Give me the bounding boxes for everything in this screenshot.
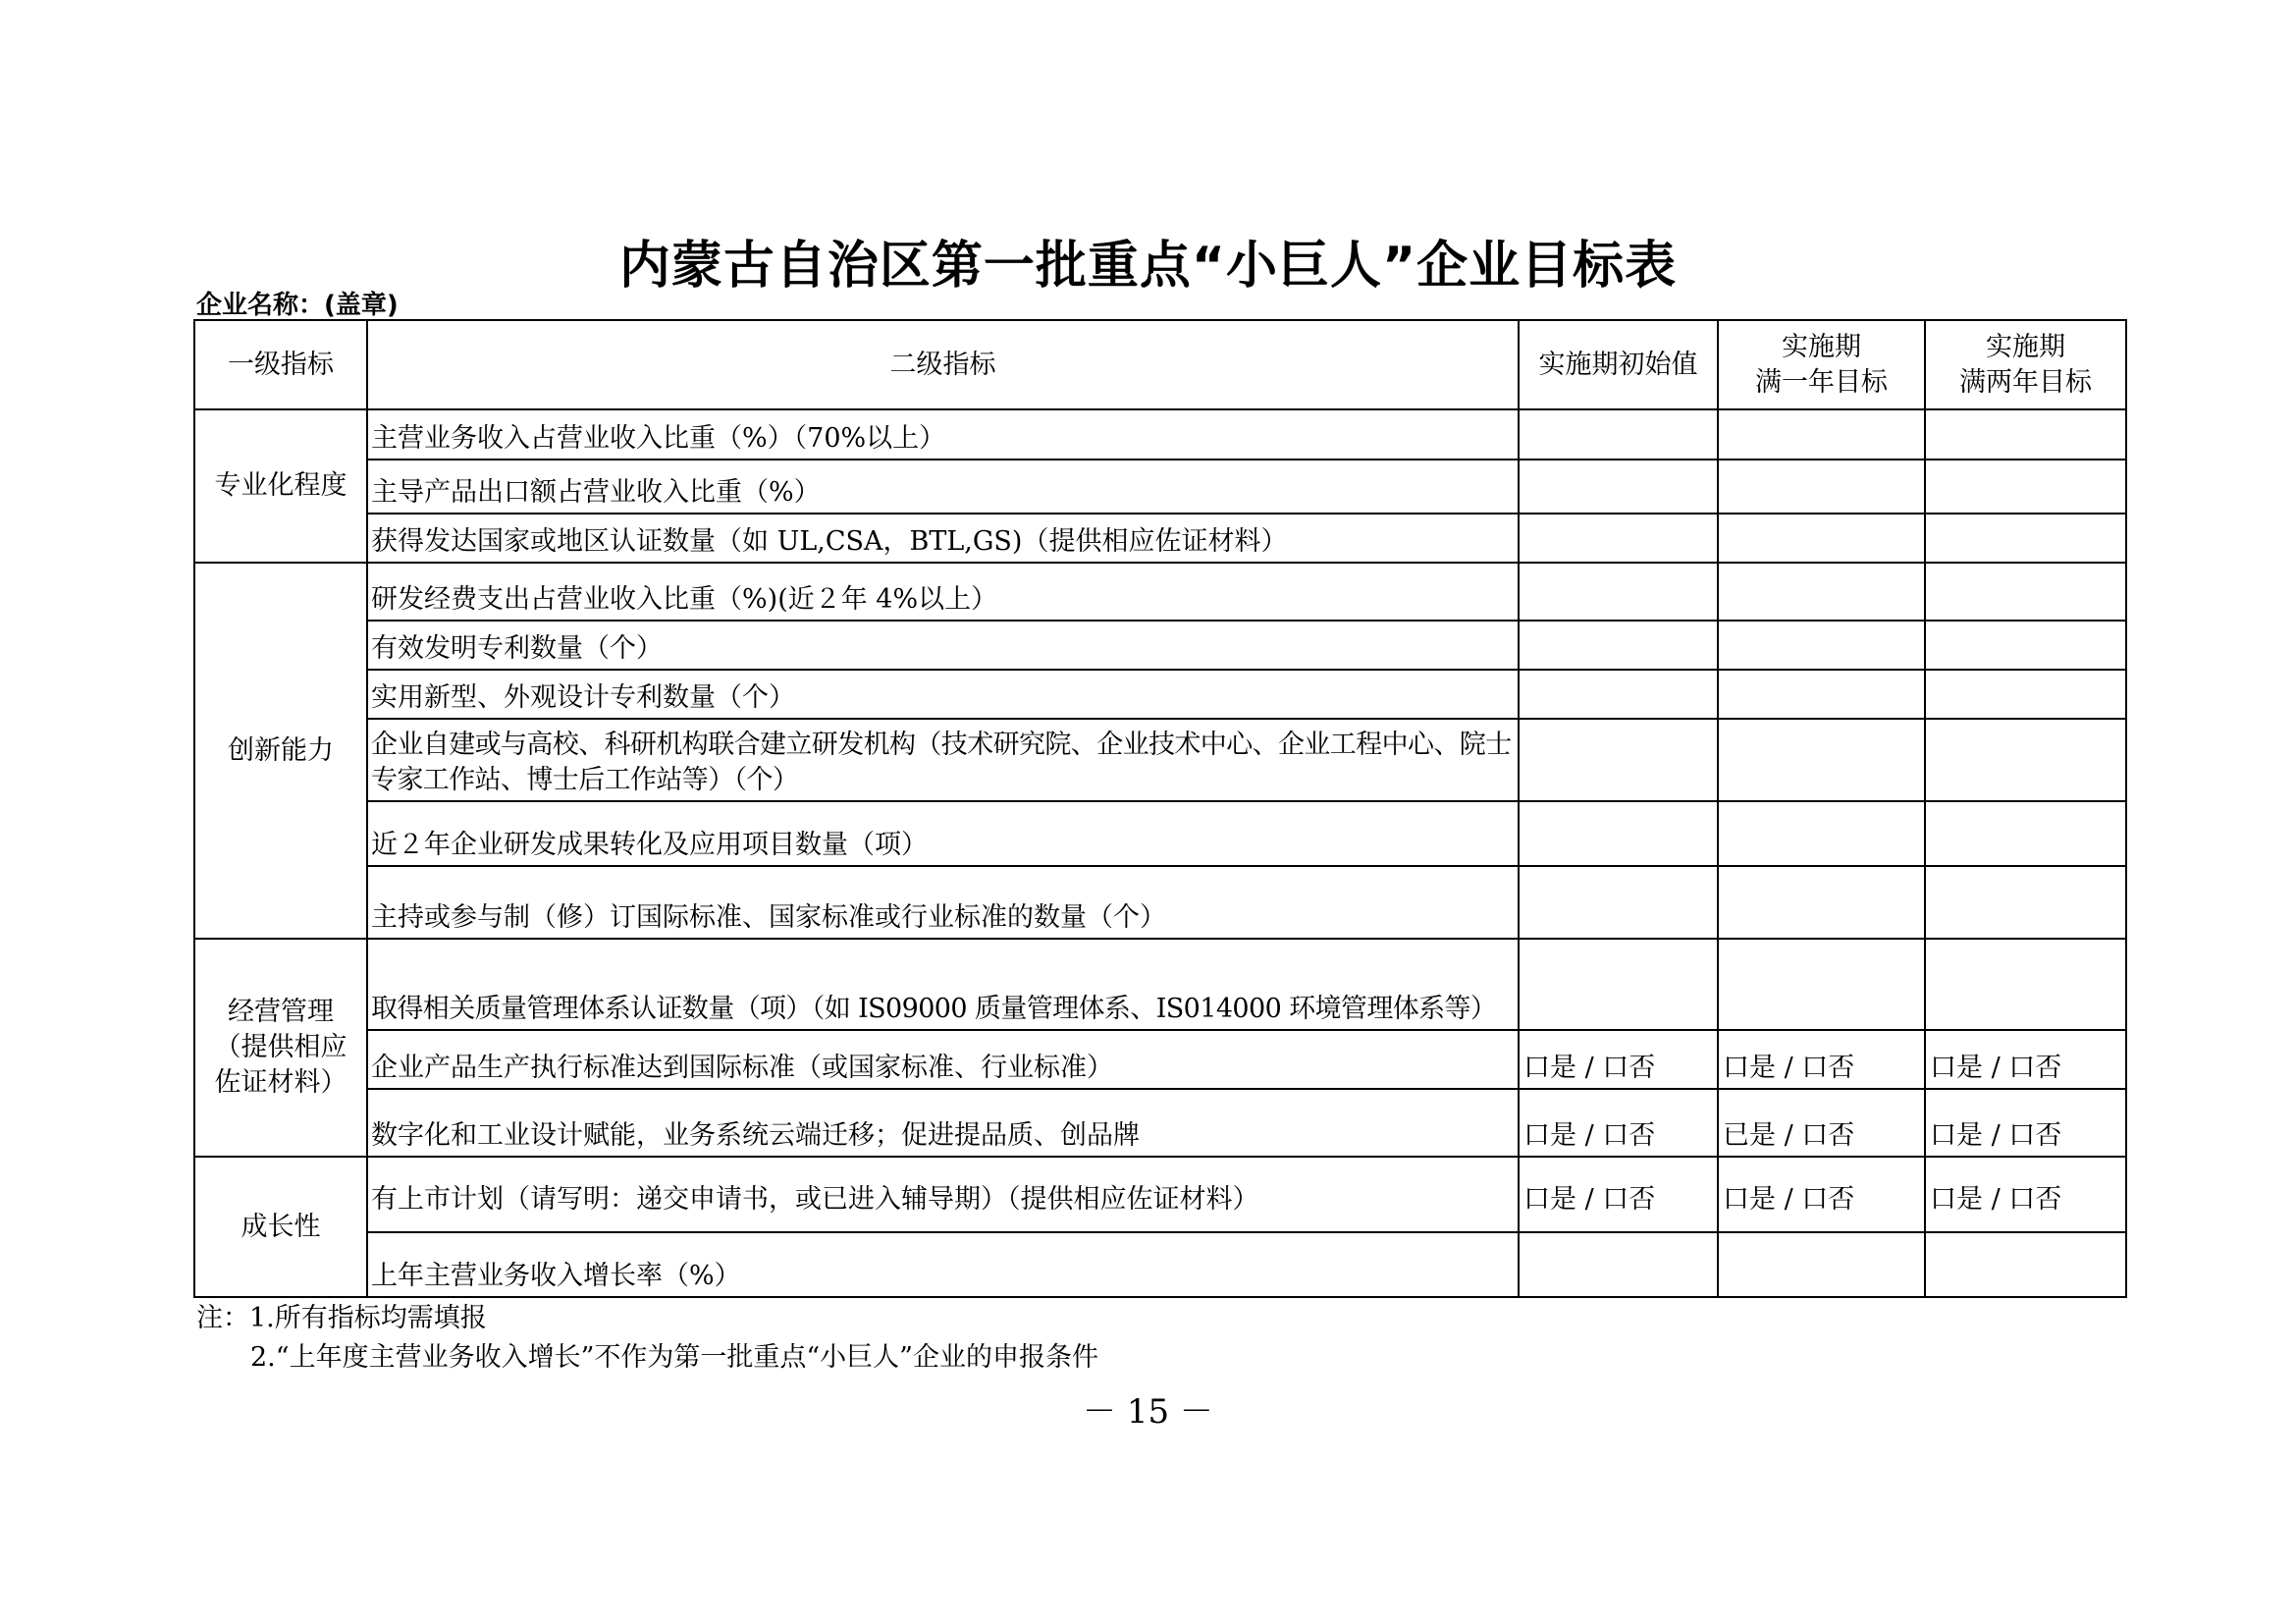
table-header-row: [194, 320, 2126, 409]
one-year-target-cell[interactable]: [1718, 670, 1925, 719]
one-year-target-cell[interactable]: [1718, 460, 1925, 514]
one-year-target-cell[interactable]: [1718, 866, 1925, 939]
one-year-target-cell[interactable]: [1718, 1232, 1925, 1297]
indicator-cell: 数字化和工业设计赋能，业务系统云端迁移；促进提品质、创品牌: [367, 1089, 1519, 1157]
indicator-cell: 企业产品生产执行标准达到国际标准（或国家标准、行业标准）: [367, 1030, 1519, 1089]
one-year-target-cell[interactable]: [1718, 621, 1925, 670]
initial-value-checkbox[interactable]: 口是 / 口否: [1519, 1157, 1718, 1232]
table-row: [194, 866, 2126, 939]
one-year-target-checkbox[interactable]: 口是 / 口否: [1718, 1030, 1925, 1089]
two-year-target-cell[interactable]: [1925, 801, 2126, 866]
table-row: [194, 801, 2126, 866]
initial-value-cell[interactable]: [1519, 1232, 1718, 1297]
initial-value-cell[interactable]: [1519, 801, 1718, 866]
indicator-cell: 近２年企业研发成果转化及应用项目数量（项）: [367, 801, 1519, 866]
table-row: [194, 460, 2126, 514]
one-year-target-cell[interactable]: [1718, 514, 1925, 563]
table-row: [194, 621, 2126, 670]
table-row: [194, 514, 2126, 563]
table-row: [194, 939, 2126, 1030]
one-year-target-cell[interactable]: [1718, 719, 1925, 801]
header-level1: 一级指标: [194, 320, 367, 409]
two-year-target-checkbox[interactable]: 口是 / 口否: [1925, 1030, 2126, 1089]
two-year-target-cell[interactable]: [1925, 621, 2126, 670]
two-year-target-cell[interactable]: [1925, 939, 2126, 1030]
page-title: 内蒙古自治区第一批重点“小巨人”企业目标表: [618, 237, 1678, 296]
initial-value-cell[interactable]: [1519, 866, 1718, 939]
two-year-target-cell[interactable]: [1925, 719, 2126, 801]
two-year-target-cell[interactable]: [1925, 866, 2126, 939]
target-table: [193, 319, 2127, 1298]
two-year-target-checkbox[interactable]: 口是 / 口否: [1925, 1089, 2126, 1157]
indicator-cell: 主持或参与制（修）订国际标准、国家标准或行业标准的数量（个）: [367, 866, 1519, 939]
group-label-specialization: 专业化程度: [194, 409, 367, 563]
note-1: 注：1.所有指标均需填报: [196, 1303, 487, 1333]
one-year-target-cell[interactable]: [1718, 409, 1925, 460]
initial-value-cell[interactable]: [1519, 719, 1718, 801]
initial-value-cell[interactable]: [1519, 563, 1718, 621]
group-label-management: 经营管理 （提供相应 佐证材料）: [194, 939, 367, 1157]
table-row: [194, 563, 2126, 621]
initial-value-cell[interactable]: [1519, 621, 1718, 670]
two-year-target-cell[interactable]: [1925, 1232, 2126, 1297]
table-row: [194, 409, 2126, 460]
two-year-target-cell[interactable]: [1925, 409, 2126, 460]
header-initial-value: 实施期初始值: [1519, 320, 1718, 409]
two-year-target-cell[interactable]: [1925, 514, 2126, 563]
table-row: [194, 1089, 2126, 1157]
company-name-label: 企业名称：(盖章): [196, 291, 399, 320]
initial-value-checkbox[interactable]: 口是 / 口否: [1519, 1089, 1718, 1157]
indicator-cell: 主导产品出口额占营业收入比重（%）: [367, 460, 1519, 514]
two-year-target-cell[interactable]: [1925, 460, 2126, 514]
table-row: [194, 1232, 2126, 1297]
header-level2: 二级指标: [367, 320, 1519, 409]
initial-value-cell[interactable]: [1519, 939, 1718, 1030]
initial-value-cell[interactable]: [1519, 409, 1718, 460]
indicator-cell: 取得相关质量管理体系认证数量（项）（如 IS09000 质量管理体系、IS014000 环境管理体系等）: [367, 939, 1519, 1030]
note-2: 2.“上年度主营业务收入增长”不作为第一批重点“小巨人”企业的申报条件: [250, 1342, 1098, 1373]
table-row: [194, 719, 2126, 801]
one-year-target-checkbox[interactable]: 口是 / 口否: [1718, 1157, 1925, 1232]
one-year-target-cell[interactable]: [1718, 563, 1925, 621]
notes: [196, 1299, 1098, 1378]
page-number: － 15 －: [1083, 1392, 1213, 1432]
indicator-cell: 实用新型、外观设计专利数量（个）: [367, 670, 1519, 719]
table-row: [194, 670, 2126, 719]
indicator-cell: 企业自建或与高校、科研机构联合建立研发机构（技术研究院、企业技术中心、企业工程中心、院士专家工作站、博士后工作站等）（个）: [367, 719, 1519, 801]
indicator-cell: 有效发明专利数量（个）: [367, 621, 1519, 670]
indicator-cell: 有上市计划（请写明：递交申请书，或已进入辅导期）（提供相应佐证材料）: [367, 1157, 1519, 1232]
table-row: [194, 1157, 2126, 1232]
header-two-year-target: 实施期 满两年目标: [1925, 320, 2126, 409]
initial-value-cell[interactable]: [1519, 670, 1718, 719]
indicator-cell: 研发经费支出占营业收入比重（%)(近２年 4%以上）: [367, 563, 1519, 621]
header-one-year-target: 实施期 满一年目标: [1718, 320, 1925, 409]
two-year-target-checkbox[interactable]: 口是 / 口否: [1925, 1157, 2126, 1232]
one-year-target-checkbox[interactable]: 已是 / 口否: [1718, 1089, 1925, 1157]
table-row: [194, 1030, 2126, 1089]
one-year-target-cell[interactable]: [1718, 801, 1925, 866]
one-year-target-cell[interactable]: [1718, 939, 1925, 1030]
two-year-target-cell[interactable]: [1925, 670, 2126, 719]
initial-value-checkbox[interactable]: 口是 / 口否: [1519, 1030, 1718, 1089]
indicator-cell: 主营业务收入占营业收入比重（%）（70%以上）: [367, 409, 1519, 460]
initial-value-cell[interactable]: [1519, 514, 1718, 563]
indicator-cell: 获得发达国家或地区认证数量（如 UL,CSA，BTL,GS)（提供相应佐证材料）: [367, 514, 1519, 563]
group-label-growth: 成长性: [194, 1157, 367, 1297]
two-year-target-cell[interactable]: [1925, 563, 2126, 621]
initial-value-cell[interactable]: [1519, 460, 1718, 514]
indicator-cell: 上年主营业务收入增长率（%）: [367, 1232, 1519, 1297]
group-label-innovation: 创新能力: [194, 563, 367, 939]
